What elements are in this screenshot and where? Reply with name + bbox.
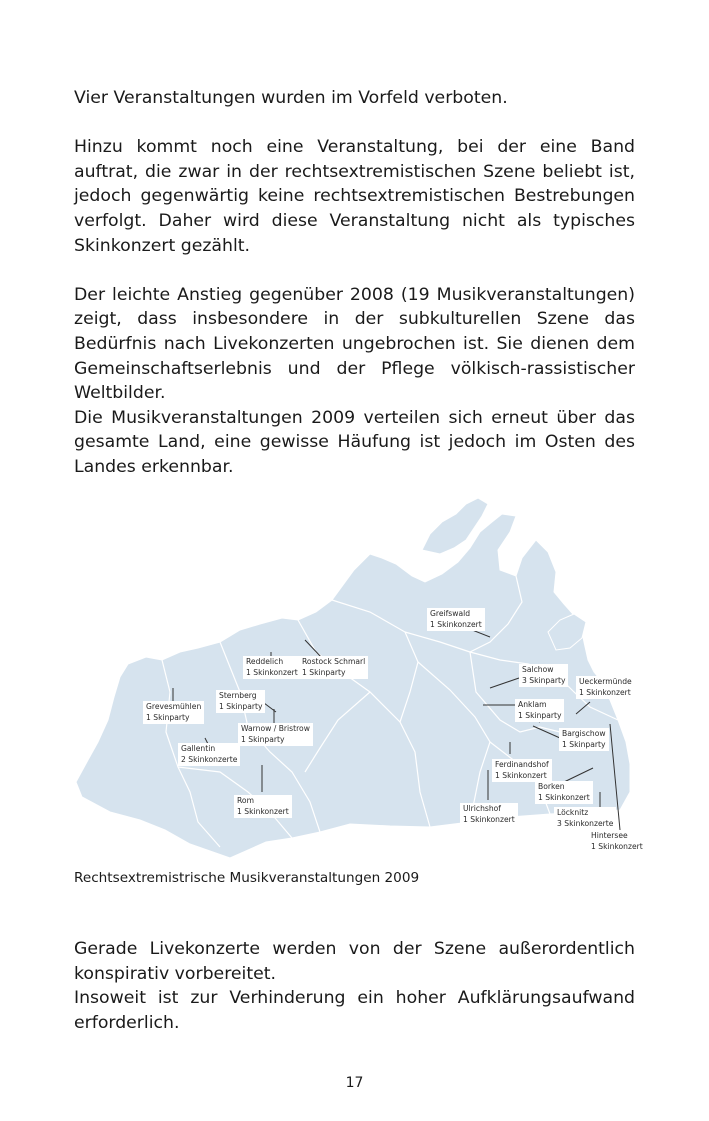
map-label-greifswald: Greifswald 1 Skinkonzert xyxy=(427,608,485,631)
map-label-grevesmuehlen: Grevesmühlen 1 Skinparty xyxy=(143,701,204,724)
map-label-warnow-bristrow: Warnow / Bristrow 1 Skinparty xyxy=(238,723,313,746)
paragraph: Die Musikveranstaltungen 2009 verteilen sich erneut über das gesamte Land, eine gewisse Häufung ist jedoch im Osten des Landes erkennbar. xyxy=(74,407,635,477)
map-label-gallentin: Gallentin 2 Skinkonzerte xyxy=(178,743,240,766)
map-label-hintersee: Hintersee 1 Skinkonzert xyxy=(588,830,646,853)
map-label-anklam: Anklam 1 Skinparty xyxy=(515,699,564,722)
map-label-reddelich: Reddelich 1 Skinkonzert xyxy=(243,656,301,679)
map-label-loecknitz: Löcknitz 3 Skinkonzerte xyxy=(554,807,616,830)
paragraph: Der leichte Anstieg gegenüber 2008 (19 Musikveranstaltungen) zeigt, dass insbesondere in der subkulturellen Szene das Bedürfnis nach Livekonzerten ungebrochen ist. Sie dienen dem Gemeinschaftserlebnis und der Pflege völkisch-rassistischer Weltbilder. xyxy=(74,284,635,404)
map-label-ulrichshof: Ulrichshof 1 Skinkonzert xyxy=(460,803,518,826)
body-text-top xyxy=(74,86,635,480)
paragraph: Hinzu kommt noch eine Veranstaltung, bei der eine Band auftrat, die zwar in der rechtsextremistischen Szene beliebt ist, jedoch gegenwärtig keine rechtsextremistischen Bestrebungen verfolgt. Daher wird diese Veranstaltung nicht als typisches Skinkonzert gezählt. xyxy=(74,137,635,256)
paragraph: Insoweit ist zur Verhinderung ein hoher Aufklärungsaufwand erforderlich. xyxy=(74,988,635,1033)
body-text-bottom xyxy=(74,937,635,1035)
map-label-rom: Rom 1 Skinkonzert xyxy=(234,795,292,818)
map-label-sternberg: Sternberg 1 Skinparty xyxy=(216,690,265,713)
map-label-rostock-schmarl: Rostock Schmarl 1 Skinparty xyxy=(299,656,368,679)
map-label-bargischow: Bargischow 1 Skinparty xyxy=(559,728,609,751)
paragraph: Gerade Livekonzerte werden von der Szene außerordentlich konspirativ vorbereitet. xyxy=(74,939,635,984)
map-label-borken: Borken 1 Skinkonzert xyxy=(535,781,593,804)
map-label-ueckermuende: Ueckermünde 1 Skinkonzert xyxy=(576,676,635,699)
map-label-ferdinandshof: Ferdinandshof 1 Skinkonzert xyxy=(492,759,552,782)
map-figure xyxy=(70,492,643,862)
paragraph: Vier Veranstaltungen wurden im Vorfeld verboten. xyxy=(74,88,508,108)
page-number: 17 xyxy=(345,1075,364,1091)
map-label-salchow: Salchow 3 Skinparty xyxy=(519,664,568,687)
figure-caption: Rechtsextremistrische Musikveranstaltungen 2009 xyxy=(74,870,420,886)
